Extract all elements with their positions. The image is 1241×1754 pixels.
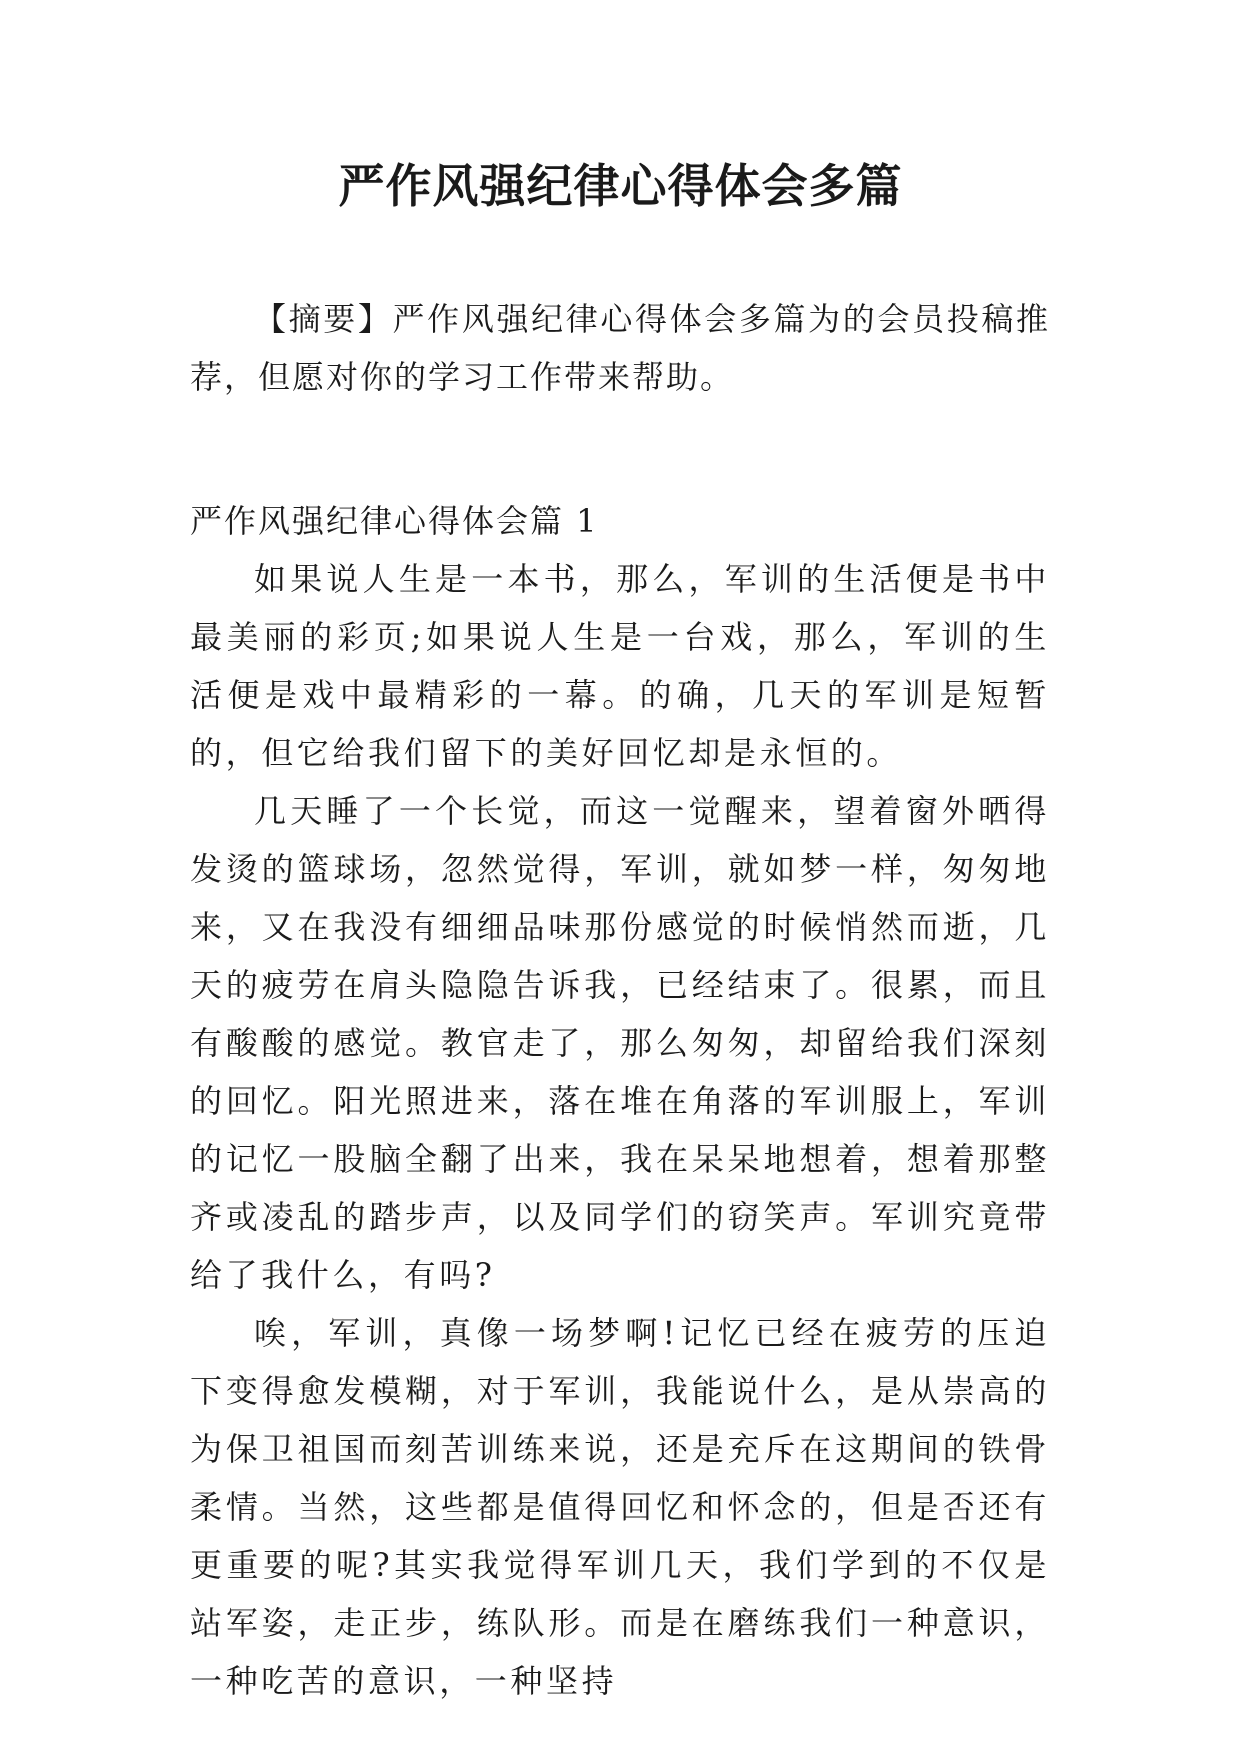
abstract-paragraph: 【摘要】严作风强纪律心得体会多篇为的会员投稿推荐，但愿对你的学习工作带来帮助。 — [190, 300, 1050, 396]
body-paragraph-3: 唉，军训，真像一场梦啊!记忆已经在疲劳的压迫下变得愈发模糊，对于军训，我能说什么，是从崇高的为保卫祖国而刻苦训练来说，还是充斥在这期间的铁骨柔情。当然，这些都是值得回忆和怀念的，但是否还有更重要的呢?其实我觉得军训几天，我们学到的不仅是站军姿，走正步，练队形。而是在磨练我们一种意识，一种吃苦的意识，一种坚持 — [190, 1314, 1050, 1700]
document-body — [190, 290, 1050, 1710]
body-paragraph-2: 几天睡了一个长觉，而这一觉醒来，望着窗外晒得发烫的篮球场，忽然觉得，军训，就如梦一样，匆匆地来，又在我没有细细品味那份感觉的时候悄然而逝，几天的疲劳在肩头隐隐告诉我，已经结束了。很累，而且有酸酸的感觉。教官走了，那么匆匆，却留给我们深刻的回忆。阳光照进来，落在堆在角落的军训服上，军训的记忆一股脑全翻了出来，我在呆呆地想着，想着那整齐或凌乱的踏步声，以及同学们的窃笑声。军训究竟带给了我什么，有吗? — [190, 792, 1050, 1294]
document-title: 严作风强纪律心得体会多篇 — [338, 159, 903, 213]
section-heading: 严作风强纪律心得体会篇 1 — [190, 502, 599, 540]
body-paragraph-1: 如果说人生是一本书，那么，军训的生活便是书中最美丽的彩页;如果说人生是一台戏，那么，军训的生活便是戏中最精彩的一幕。的确，几天的军训是短暂的，但它给我们留下的美好回忆却是永恒的。 — [190, 560, 1050, 772]
